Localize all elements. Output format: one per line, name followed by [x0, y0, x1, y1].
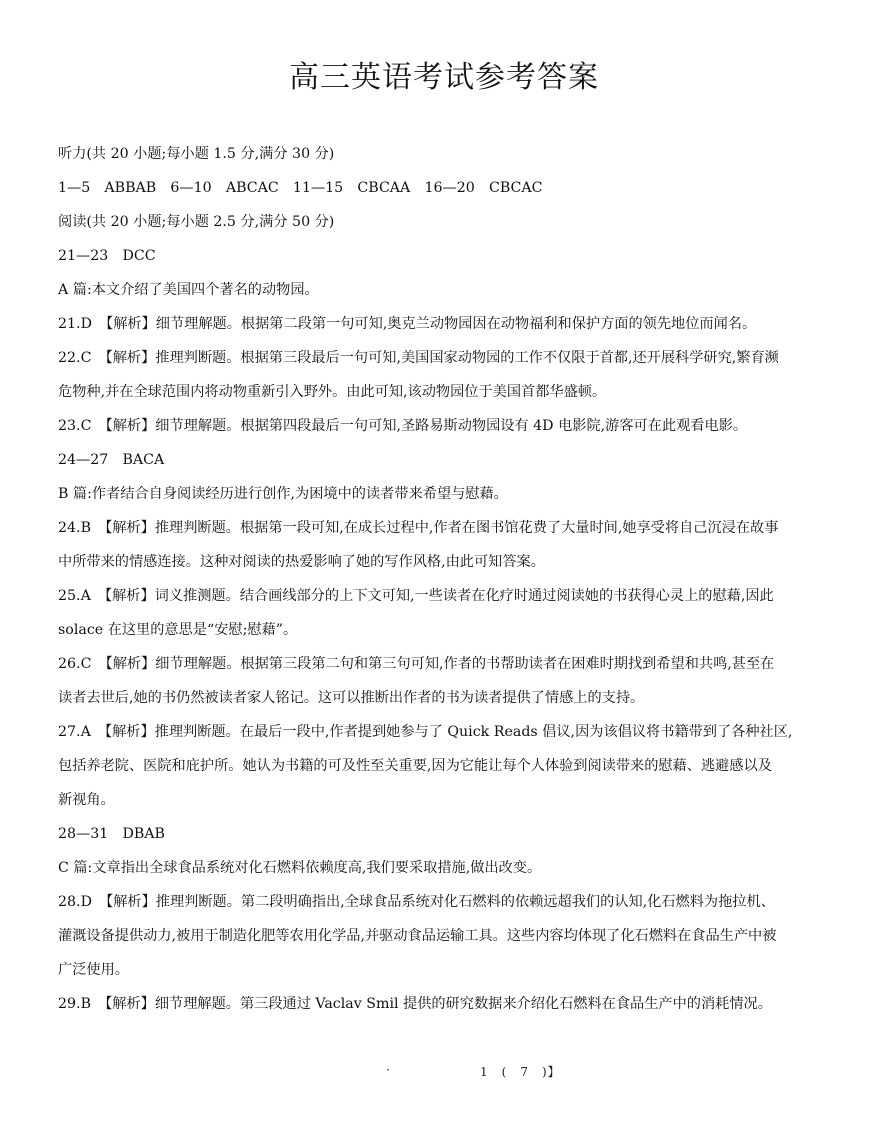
explanation-28-line-1: 28.D 【解析】推理判断题。第二段明确指出,全球食品系统对化石燃料的依赖远超我们的认知,化石燃料为拖拉机、: [58, 894, 775, 910]
page-number: 1 ( 7 )】: [480, 1065, 561, 1079]
explanation-26-line-1: 26.C 【解析】细节理解题。根据第三段第二句和第三句可知,作者的书帮助读者在困难时期找到希望和共鸣,甚至在: [58, 656, 775, 672]
explanation-22-line-1: 22.C 【解析】推理判断题。根据第三段最后一句可知,美国国家动物园的工作不仅限于首都,还开展科学研究,繁育濒: [58, 350, 779, 366]
explanation-23: 23.C 【解析】细节理解题。根据第四段最后一句可知,圣路易斯动物园设有 4D 电影院,游客可在此观看电影。: [58, 418, 748, 434]
passage-a-summary: A 篇:本文介绍了美国四个著名的动物园。: [58, 282, 319, 298]
explanation-24-line-1: 24.B 【解析】推理判断题。根据第一段可知,在成长过程中,作者在图书馆花费了大量时间,她享受将自己沉浸在故事: [58, 520, 779, 536]
explanation-22-line-2: 危物种,并在全球范围内将动物重新引入野外。由此可知,该动物园位于美国首都华盛顿。: [58, 384, 607, 400]
answer-content: [58, 137, 834, 1021]
explanation-21: 21.D 【解析】细节理解题。根据第二段第一句可知,奥克兰动物园因在动物福利和保护方面的领先地位而闻名。: [58, 316, 757, 332]
answers-28-31: 28—31 DBAB: [58, 826, 165, 842]
answers-24-27: 24—27 BACA: [58, 452, 165, 468]
listening-section-heading: 听力(共 20 小题;每小题 1.5 分,满分 30 分): [58, 146, 335, 162]
explanation-29: 29.B 【解析】细节理解题。第三段通过 Vaclav Smil 提供的研究数据来介绍化石燃料在食品生产中的消耗情况。: [58, 996, 772, 1012]
listening-answers: 1—5 ABBAB 6—10 ABCAC 11—15 CBCAA 16—20 CBCAC: [58, 180, 543, 196]
explanation-27-line-3: 新视角。: [58, 792, 115, 808]
footer-dot: ·: [386, 1063, 390, 1077]
reading-section-heading: 阅读(共 20 小题;每小题 2.5 分,满分 50 分): [58, 214, 335, 230]
explanation-25-line-1: 25.A 【解析】词义推测题。结合画线部分的上下文可知,一些读者在化疗时通过阅读她的书获得心灵上的慰藉,因此: [58, 588, 774, 604]
page-title: 高三英语考试参考答案: [289, 60, 599, 95]
explanation-27-line-2: 包括养老院、医院和庇护所。她认为书籍的可及性至关重要,因为它能让每个人体验到阅读带来的慰藉、逃避感以及: [58, 758, 772, 774]
answers-21-23: 21—23 DCC: [58, 248, 156, 264]
passage-c-summary: C 篇:文章指出全球食品系统对化石燃料依赖度高,我们要采取措施,做出改变。: [58, 860, 542, 876]
explanation-24-line-2: 中所带来的情感连接。这种对阅读的热爱影响了她的写作风格,由此可知答案。: [58, 554, 545, 570]
explanation-27-line-1: 27.A 【解析】推理判断题。在最后一段中,作者提到她参与了 Quick Reads 倡议,因为该倡议将书籍带到了各种社区,: [58, 724, 793, 740]
explanation-26-line-2: 读者去世后,她的书仍然被读者家人铭记。这可以推断出作者的书为读者提供了情感上的支持。: [58, 690, 645, 706]
explanation-25-line-2: solace 在这里的意思是“安慰;慰藉”。: [58, 622, 298, 638]
explanation-28-line-3: 广泛使用。: [58, 962, 129, 978]
explanation-28-line-2: 灌溉设备提供动力,被用于制造化肥等农用化学品,并驱动食品运输工具。这些内容均体现了化石燃料在食品生产中被: [58, 928, 777, 944]
passage-b-summary: B 篇:作者结合自身阅读经历进行创作,为困境中的读者带来希望与慰藉。: [58, 486, 508, 502]
